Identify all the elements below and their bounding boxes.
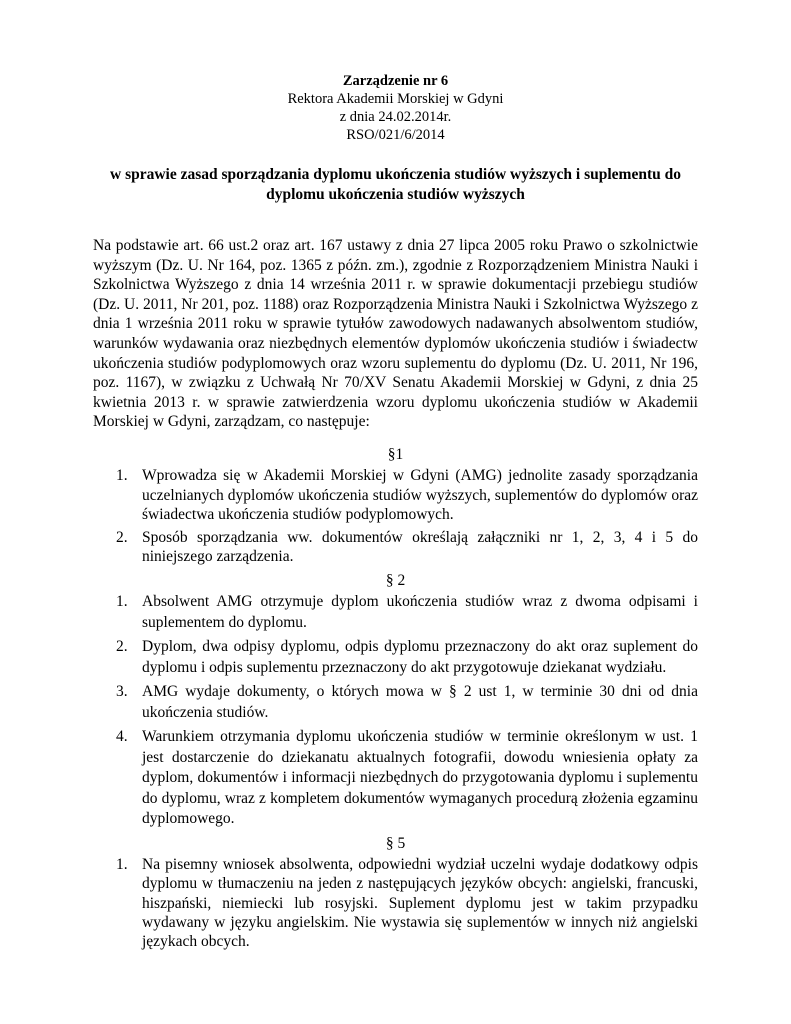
issue-date: z dnia 24.02.2014r. — [339, 109, 452, 125]
item-text: Sposób sporządzania ww. dokumentów określają załączniki nr 1, 2, 3, 4 i 5 do niniejszego zarządzenia. — [142, 528, 698, 565]
item-number: 4. — [116, 728, 128, 745]
list-item — [116, 682, 698, 723]
preamble-paragraph: Na podstawie art. 66 ust.2 oraz art. 167 ustawy z dnia 27 lipca 2005 roku Prawo o szkolnictwie wyższym (Dz. U. Nr 164, poz. 1365 z późn. zm.), zgodnie z Rozporządzeniem Ministra Nauki i Szkolnictwa Wyższego z dnia 14 września 2011 r. w sprawie dokumentacji przebiegu studiów (Dz. U. 2011, Nr 201, poz. 1188) oraz Rozporządzenia Ministra Nauki i Szkolnictwa Wyższego z dnia 1 września 2011 roku w sprawie tytułów zawodowych nadawanych absolwentom studiów, warunków wydawania oraz niezbędnych elementów dyplomów ukończenia studiów i świadectw ukończenia studiów podyplomowych oraz wzoru suplementu do dyplomu (Dz. U. 2011, Nr 196, poz. 1167), w związku z Uchwałą Nr 70/XV Senatu Akademii Morskiej w Gdyni, z dnia 25 kwietnia 2013 r. w sprawie zatwierdzenia wzoru dyplomu ukończenia studiów w Akademii Morskiej w Gdyni, zarządzam, co następuje: — [93, 237, 698, 431]
item-text: Absolwent AMG otrzymuje dyplom ukończenia studiów wraz z dwoma odpisami i suplementem do dyplomu. — [142, 593, 698, 631]
list-item — [116, 637, 698, 678]
item-number: 1. — [116, 467, 128, 484]
list-item — [116, 466, 698, 525]
list-item — [116, 592, 698, 633]
order-number: Zarządzenie nr 6 — [342, 73, 449, 89]
item-number: 1. — [116, 593, 128, 610]
reference-number: RSO/021/6/2014 — [346, 127, 445, 143]
item-text: AMG wydaje dokumenty, o których mowa w § 2 ust 1, w terminie 30 dni od dnia ukończenia studiów. — [142, 683, 698, 721]
document-title: w sprawie zasad sporządzania dyplomu ukończenia studiów wyższych i suplementu do dyplomu ukończenia studiów wyższych — [110, 166, 681, 203]
section-2-list — [116, 592, 698, 834]
section-heading-1: §1 — [387, 446, 404, 463]
item-number: 1. — [116, 856, 128, 873]
section-heading-5: § 5 — [385, 835, 406, 852]
item-number: 2. — [116, 638, 128, 655]
list-item — [116, 855, 698, 951]
item-text: Dyplom, dwa odpisy dyplomu, odpis dyplomu przeznaczony do akt oraz suplement do dyplomu i odpis suplementu przeznaczony do akt przygotowuje dziekanat wydziału. — [142, 638, 698, 676]
list-item — [116, 727, 698, 830]
item-text: Na pisemny wniosek absolwenta, odpowiedni wydział uczelni wydaje dodatkowy odpis dyplomu w tłumaczeniu na jeden z następujących języków obcych: angielski, francuski, hiszpański, niemiecki lub rosyjski. Suplement dyplomu jest w takim przypadku wydawany w języku angielskim. Nie wystawia się suplementów w innych niż angielski językach obcych. — [142, 856, 698, 951]
issuer: Rektora Akademii Morskiej w Gdyni — [287, 91, 504, 107]
list-item — [116, 528, 698, 567]
item-text: Wprowadza się w Akademii Morskiej w Gdyni (AMG) jednolite zasady sporządzania uczelnianych dyplomów ukończenia studiów wyższych, suplementów do dyplomów oraz świadectwa ukończenia studiów podyplomowych. — [142, 467, 698, 523]
item-number: 2. — [116, 528, 128, 546]
section-5-list — [116, 855, 698, 951]
header-block — [0, 72, 791, 144]
item-number: 3. — [116, 683, 128, 700]
item-text: Warunkiem otrzymania dyplomu ukończenia studiów w terminie określonym w ust. 1 jest dostarczenie do dziekanatu aktualnych fotografii, dowodu wniesienia opłaty za dyplom, dokumentów i informacji niezbędnych do przygotowania dyplomu i suplementu do dyplomu, wraz z kompletem dokumentów wymaganych procedurą złożenia egzaminu dyplomowego. — [142, 728, 698, 827]
section-heading-2: § 2 — [385, 572, 406, 589]
section-1-list — [116, 466, 698, 570]
